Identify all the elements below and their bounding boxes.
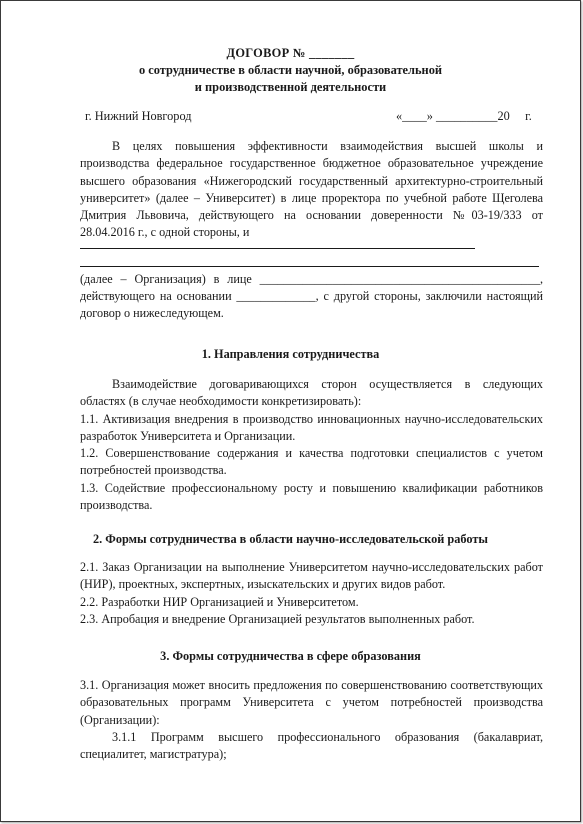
organization-name-blank-line-2 bbox=[80, 249, 539, 267]
preamble-block bbox=[80, 138, 543, 323]
section-1-item: 1.1. Активизация внедрения в производство инновационных научно-исследовательских разработок Университета и Организации. bbox=[80, 411, 543, 443]
preamble-paragraph-2: (далее – Организация) в лице ______________________________________________, действующего на основании _____________, с другой стороны, заключили настоящий договор о нижеследующем. bbox=[80, 271, 543, 321]
contract-place: г. Нижний Новгород bbox=[85, 109, 192, 123]
contract-date-blank: «____» __________20 г. bbox=[396, 109, 532, 123]
contract-title-block bbox=[1, 45, 580, 96]
section-3-heading: 3. Формы сотрудничества в сфере образования bbox=[160, 649, 421, 663]
section-1-heading: 1. Направления сотрудничества bbox=[201, 347, 380, 361]
contract-subtitle-line2: и производственной деятельности bbox=[194, 80, 387, 94]
section-3-body bbox=[80, 677, 543, 763]
organization-name-blank-line bbox=[80, 242, 475, 249]
preamble-paragraph: В целях повышения эффективности взаимодействия высшей школы и производства федеральное государственное бюджетное образовательное учреждение высшего образования «Нижегородский государственный архитектурно-строительный университет» (далее – Университет) в лице проректора по учебной работе Щеголева Дмитрия Львовича, действующего на основании доверенности №03-19/333 от 28.04.2016 г., с одной стороны, и bbox=[80, 139, 543, 240]
section-2-item: 2.3. Апробация и внедрение Организацией результатов выполненных работ. bbox=[80, 611, 475, 626]
contract-subtitle-line1: о сотрудничестве в области научной, образовательной bbox=[138, 63, 443, 77]
section-2-item: 2.2. Разработки НИР Организацией и Университетом. bbox=[80, 594, 359, 609]
section-1-intro: Взаимодействие договаривающихся сторон осуществляется в следующих областях (в случае необходимости конкретизировать): bbox=[80, 377, 543, 409]
section-2-body bbox=[80, 559, 543, 628]
section-3-subitem: 3.1.1 Программ высшего профессионального образования (бакалавриат, специалитет, магистратура); bbox=[80, 729, 543, 762]
section-1-body bbox=[80, 376, 543, 514]
contract-title: ДОГОВОР № _______ bbox=[226, 46, 355, 60]
section-2-heading: 2. Формы сотрудничества в области научно-исследовательской работы bbox=[92, 532, 489, 546]
section-1-item: 1.2. Совершенствование содержания и качества подготовки специалистов с учетом потребностей производства. bbox=[80, 446, 543, 478]
section-3-item: 3.1. Организация может вносить предложения по совершенствованию соответствующих образовательных программ Университета с учетом потребностей производства (Организации): bbox=[80, 678, 543, 727]
section-2-item: 2.1. Заказ Организации на выполнение Университетом научно-исследовательских работ (НИР), проектных, экспертных, изыскательских и других видов работ. bbox=[80, 560, 543, 592]
section-1-item: 1.3. Содействие профессиональному росту и повышению квалификации работников производства. bbox=[80, 480, 543, 513]
